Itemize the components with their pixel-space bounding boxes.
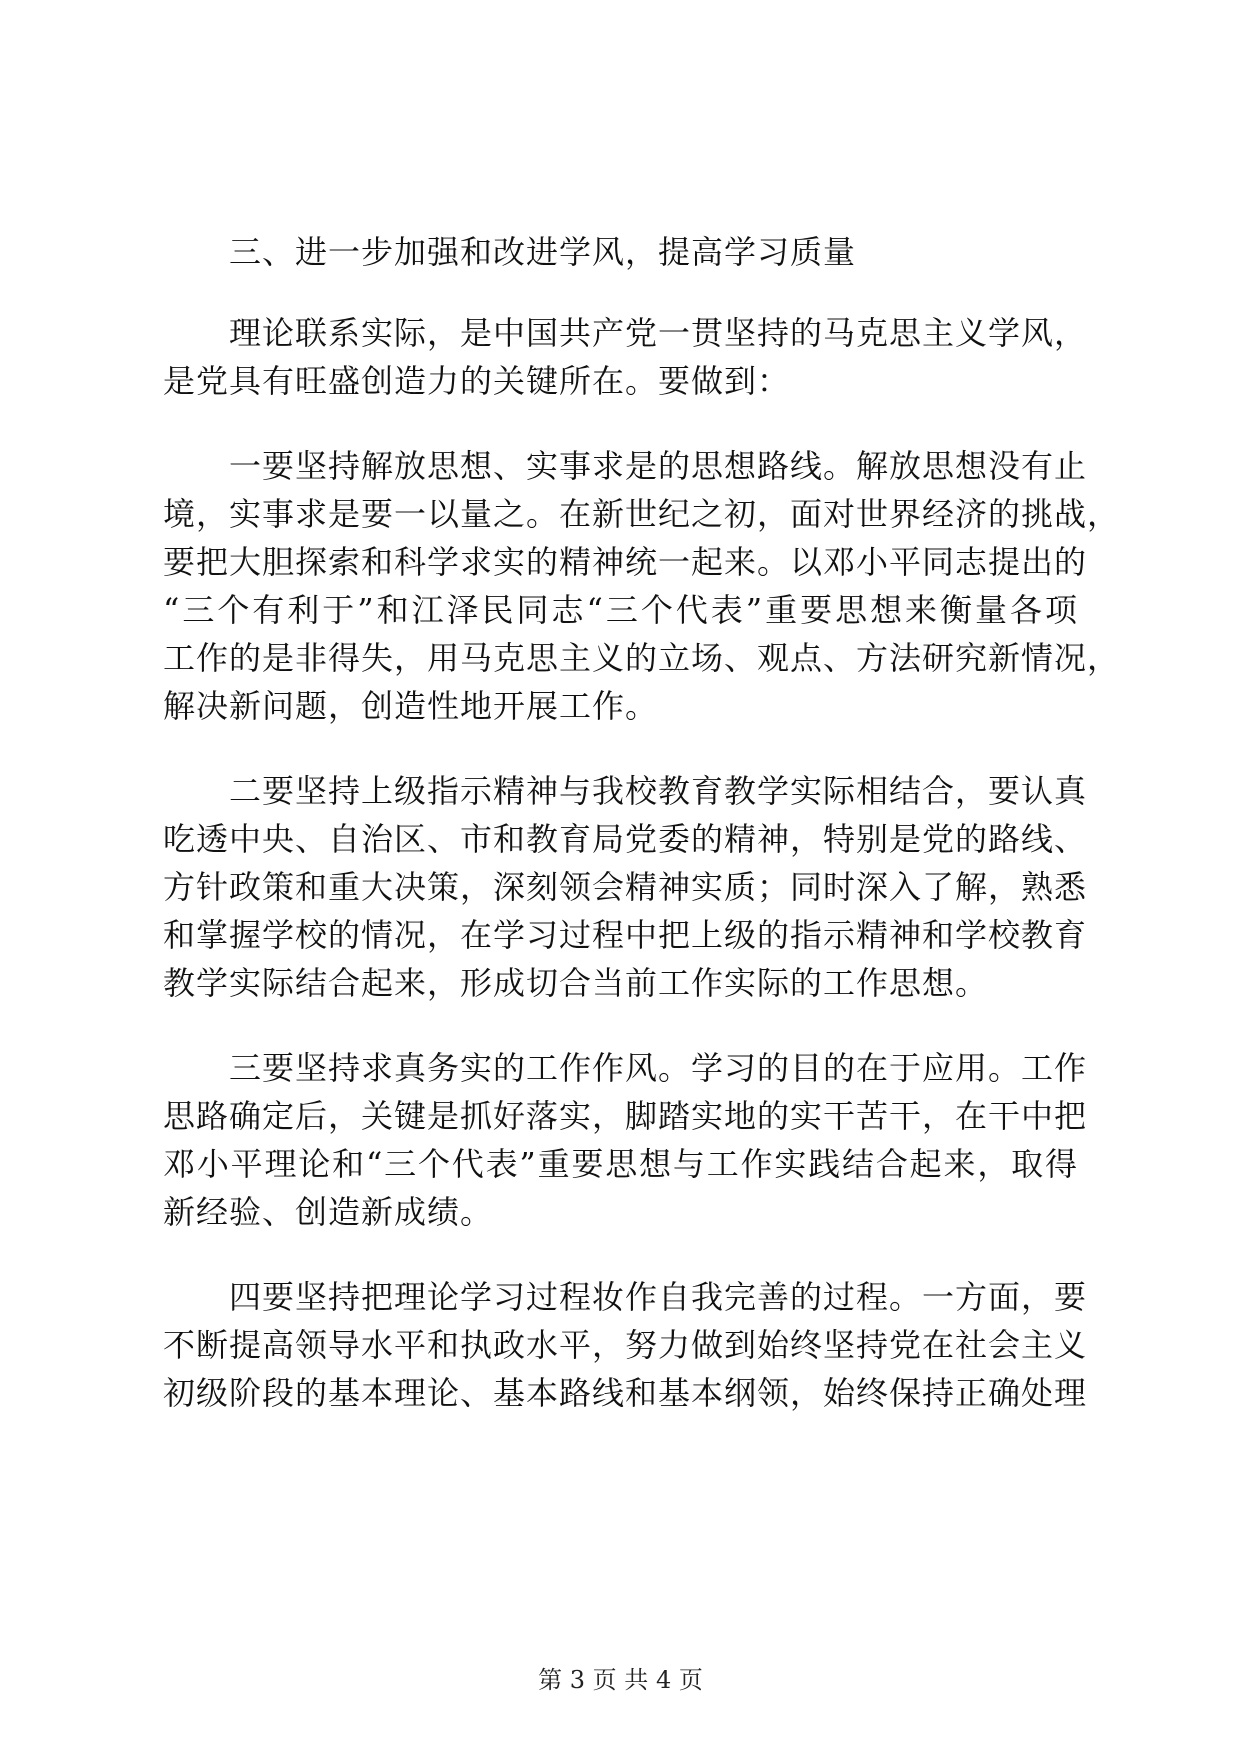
paragraph-line: 初级阶段的基本理论、基本路线和基本纲领，始终保持正确处理 [163,1374,1088,1412]
paragraph-3 [163,767,1088,1007]
paragraph-line: 解决新问题，创造性地开展工作。 [163,687,659,725]
paragraph-line: 吃透中央、自治区、市和教育局党委的精神，特别是党的路线、 [163,820,1088,858]
paragraph-line: 是党具有旺盛创造力的关键所在。要做到： [163,362,791,400]
page-footer: 第 3 页 共 4 页 [538,1666,703,1694]
paragraph-line: 三要坚持求真务实的工作作风。学习的目的在于应用。工作 [229,1049,1088,1087]
paragraph-line: 工作的是非得失，用马克思主义的立场、观点、方法研究新情况， [163,639,1121,677]
paragraph-line: 境，实事求是要一以量之。在新世纪之初，面对世界经济的挑战， [163,495,1121,533]
paragraph-5 [163,1273,1088,1417]
section-heading: 三、进一步加强和改进学风，提高学习质量 [229,233,857,271]
document-body [163,228,1121,1454]
paragraph-line: 四要坚持把理论学习过程妆作自我完善的过程。一方面，要 [229,1278,1088,1316]
paragraph-line: 一要坚持解放思想、实事求是的思想路线。解放思想没有止 [229,447,1088,485]
paragraph-line: 思路确定后，关键是抓好落实，脚踏实地的实干苦干，在干中把 [163,1097,1088,1135]
paragraph-line: 不断提高领导水平和执政水平，努力做到始终坚持党在社会主义 [163,1326,1088,1364]
paragraph-line: 新经验、创造新成绩。 [163,1193,494,1231]
paragraph-4 [163,1044,1088,1236]
paragraph-1 [163,309,1088,405]
paragraph-line: 二要坚持上级指示精神与我校教育教学实际相结合，要认真 [229,772,1088,810]
paragraph-line: “三个有利于”和江泽民同志“三个代表”重要思想来衡量各项 [163,591,1078,629]
paragraph-line: 教学实际结合起来，形成切合当前工作实际的工作思想。 [163,964,989,1002]
paragraph-line: 方针政策和重大决策，深刻领会精神实质；同时深入了解，熟悉 [163,868,1088,906]
paragraph-line: 理论联系实际，是中国共产党一贯坚持的马克思主义学风， [229,314,1088,352]
paragraph-line: 要把大胆探索和科学求实的精神统一起来。以邓小平同志提出的 [163,543,1088,581]
paragraph-line: 和掌握学校的情况，在学习过程中把上级的指示精神和学校教育 [163,916,1088,954]
paragraph-2 [163,442,1121,730]
paragraph-line: 邓小平理论和“三个代表”重要思想与工作实践结合起来，取得 [163,1145,1078,1183]
